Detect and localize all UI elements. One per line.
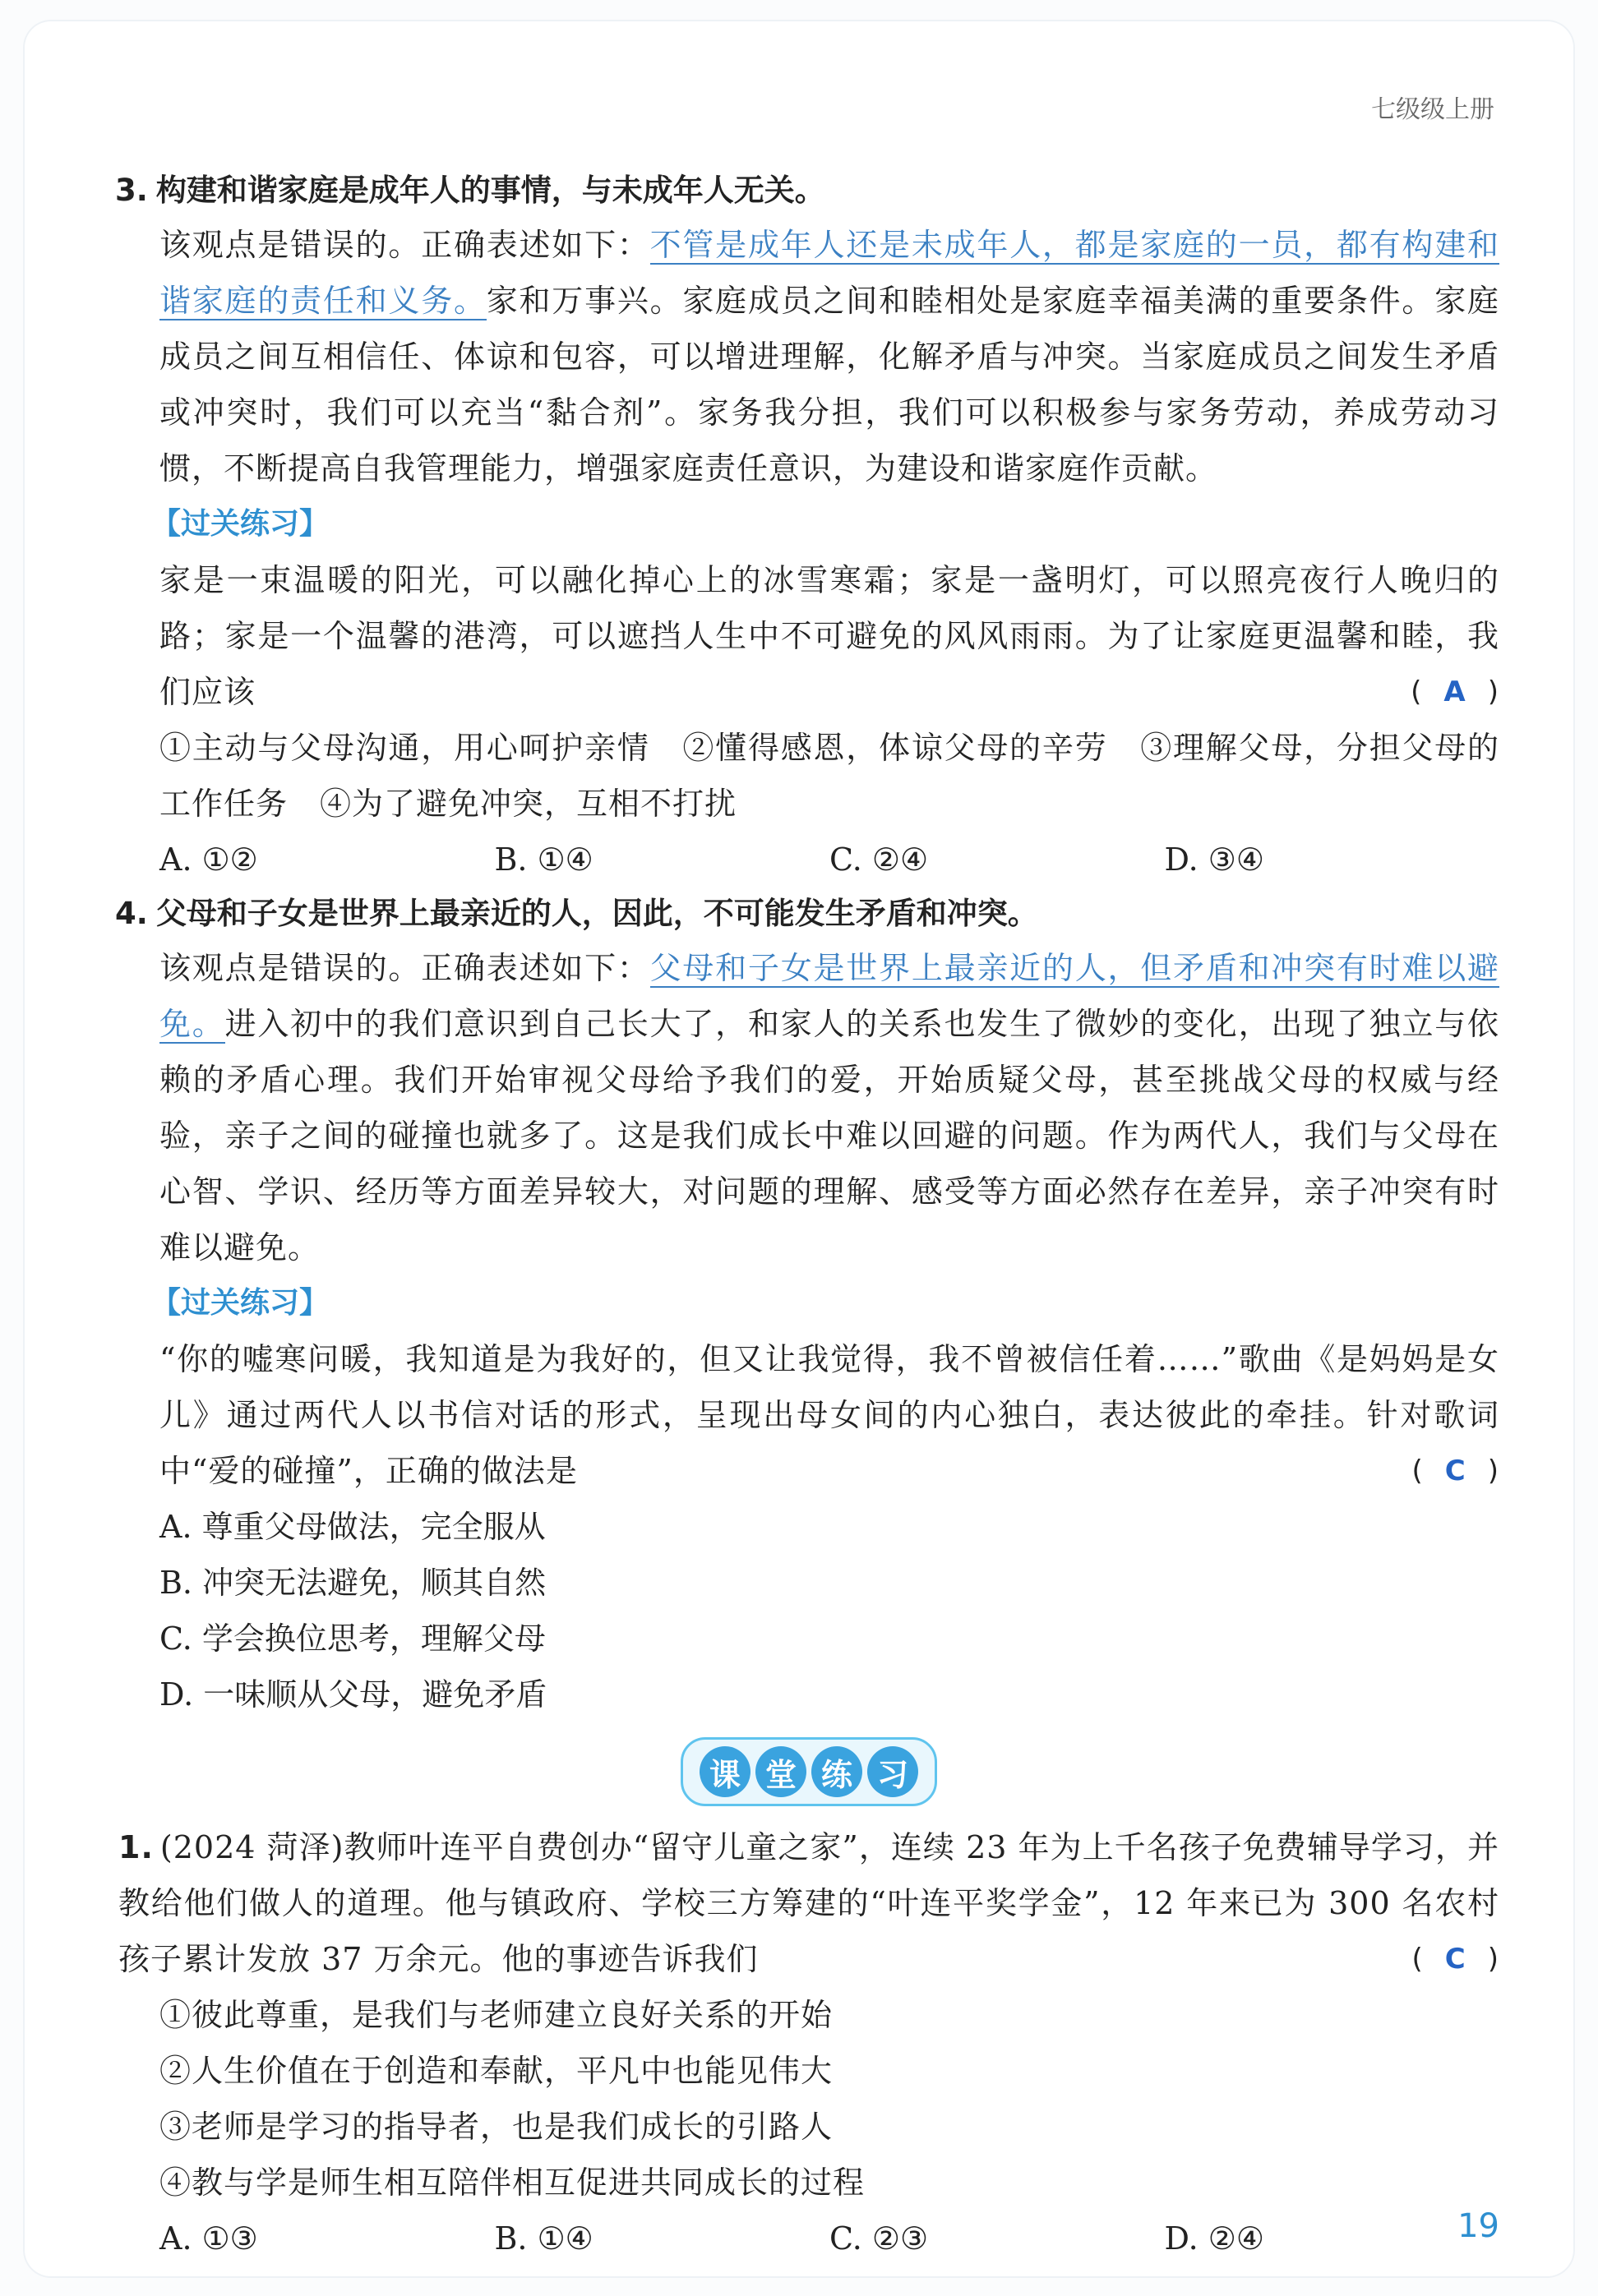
q3-body: 家和万事兴。家庭成员之间和睦相处是家庭幸福美满的重要条件。家庭成员之间互相信任、体谅和包容，可以增进理解，化解矛盾与冲突。当家庭成员之间发生矛盾或冲突时，我们可以充当“黏合剂”。家务我分担，我们可以积极参与家务劳动，养成劳动习惯，不断提高自我管理能力，增强家庭责任意识，为建设和谐家庭作贡献。 [159,283,1499,486]
q3-option-d[interactable]: D. ③④ [1164,841,1264,878]
p1-option-c[interactable]: C. ②③ [829,2220,929,2257]
q4-options [159,1499,1499,1722]
q4-stem-text: “你的嘘寒问暖，我知道是为我好的，但又让我觉得，我不曾被信任着……”歌曲《是妈妈是女儿》通过两代人以书信对话的形式，呈现出母女间的内心独白，表达彼此的牵挂。针对歌词中“爱的碰撞”，正确的做法是 [159,1341,1499,1489]
q4-answer [1412,1443,1499,1499]
q3-title-text: 构建和谐家庭是成年人的事情，与未成年人无关。 [155,173,825,208]
q4-explanation [159,940,1499,1275]
q3-answer [1411,664,1499,720]
section-char-3: 练 [811,1746,862,1797]
section-banner-box [681,1737,937,1806]
q4-answer-letter: C [1444,1455,1466,1487]
q4-number: 4. [115,896,148,931]
q3-stem-text: 家是一束温暖的阳光，可以融化掉心上的冰雪寒霜；家是一盏明灯，可以照亮夜行人晚归的路；家是一个温馨的港湾，可以遮挡人生中不可避免的风风雨雨。为了让家庭更温馨和睦，我们应该 [159,562,1499,710]
section-banner [118,1727,1499,1816]
q3-option-c[interactable]: C. ②④ [829,841,929,878]
q3-choices: ①主动与父母沟通，用心呵护亲情 ②懂得感恩，体谅父母的辛劳 ③理解父母，分担父母的工作任务 ④为了避免冲突，互相不打扰 [159,730,1499,822]
p1-options [159,2211,1499,2266]
paren-open: ( [1411,1455,1424,1487]
q4-option-a[interactable]: A. 尊重父母做法，完全服从 [159,1509,546,1545]
paren-close: ) [1487,1455,1499,1487]
q4-body: 进入初中的我们意识到自己长大了，和家人的关系也发生了微妙的变化，出现了独立与依赖的矛盾心理。我们开始审视父母给予我们的爱，开始质疑父母，甚至挑战父母的权威与经验，亲子之间的碰撞也就多了。这是我们成长中难以回避的问题。作为两代人，我们与父母在心智、学识、经历等方面差异较大，对问题的理解、感受等方面必然存在差异，亲子冲突有时难以避免。 [159,1006,1499,1266]
q4-lead: 该观点是错误的。正确表述如下： [159,950,650,986]
grade-label: 七级级上册 [1371,95,1494,124]
p1-choice-3: ③老师是学习的指导者，也是我们成长的引路人 [159,2109,834,2145]
p1-answer-letter: C [1444,1943,1466,1976]
p1-choice-4: ④教与学是师生相互陪伴相互促进共同成长的过程 [159,2165,866,2201]
paren-close: ) [1487,1943,1499,1976]
q3-explanation [159,217,1499,496]
paren-close: ) [1487,675,1499,708]
section-char-4: 习 [867,1746,918,1797]
q3-option-a[interactable]: A. ①② [159,841,258,878]
p1-stem-text: (2024 菏泽)教师叶连平自费创办“留守儿童之家”，连续 23 年为上千名孩子免费辅导学习，并教给他们做人的道理。他与镇政府、学校三方筹建的“叶连平奖学金”，12 年来已为 300 名农村孩子累计发放 37 万余元。他的事迹告诉我们 [118,1829,1499,1977]
p1-option-a[interactable]: A. ①③ [159,2220,258,2257]
q3-practice-stem [159,552,1499,720]
q3-options [159,832,1499,888]
q3-option-b[interactable]: B. ①④ [494,841,593,878]
q4-title-text: 父母和子女是世界上最亲近的人，因此，不可能发生矛盾和冲突。 [155,896,1038,931]
q3-lead: 该观点是错误的。正确表述如下： [159,227,650,263]
p1-choice-2: ②人生价值在于创造和奉献，平凡中也能见伟大 [159,2053,834,2089]
q4-option-d[interactable]: D. 一味顺从父母，避免矛盾 [159,1676,547,1713]
p1-stem [118,1819,1499,1987]
paren-open: ( [1411,1943,1424,1976]
q3-answer-letter: A [1443,675,1466,708]
q4-practice-tag: 【过关练习】 [151,1286,330,1320]
q3-highlight: 不管是成年人还是未成年人，都是家庭的一员，都有构建和谐家庭的责任和义务。 [159,227,1499,319]
q3-title [115,164,1499,217]
p1-number: 1. [118,1829,154,1865]
p1-answer [1412,1931,1499,1987]
q4-option-b[interactable]: B. 冲突无法避免，顺其自然 [159,1565,547,1601]
q3-number: 3. [115,173,148,208]
section-char-1: 课 [700,1746,751,1797]
q4-title [115,888,1499,940]
q3-practice-tag: 【过关练习】 [151,507,330,541]
paren-open: ( [1411,675,1423,708]
q4-practice-stem [159,1331,1499,1499]
page-number: 19 [1457,2207,1499,2245]
p1-option-b[interactable]: B. ①④ [494,2220,593,2257]
content [115,164,1499,2266]
p1-option-d[interactable]: D. ②④ [1164,2220,1264,2257]
p1-choice-1: ①彼此尊重，是我们与老师建立良好关系的开始 [159,1997,834,2033]
q4-option-c[interactable]: C. 学会换位思考，理解父母 [159,1621,546,1657]
q4-highlight: 父母和子女是世界上最亲近的人，但矛盾和冲突有时难以避免。 [159,950,1499,1042]
section-char-2: 堂 [755,1746,806,1797]
